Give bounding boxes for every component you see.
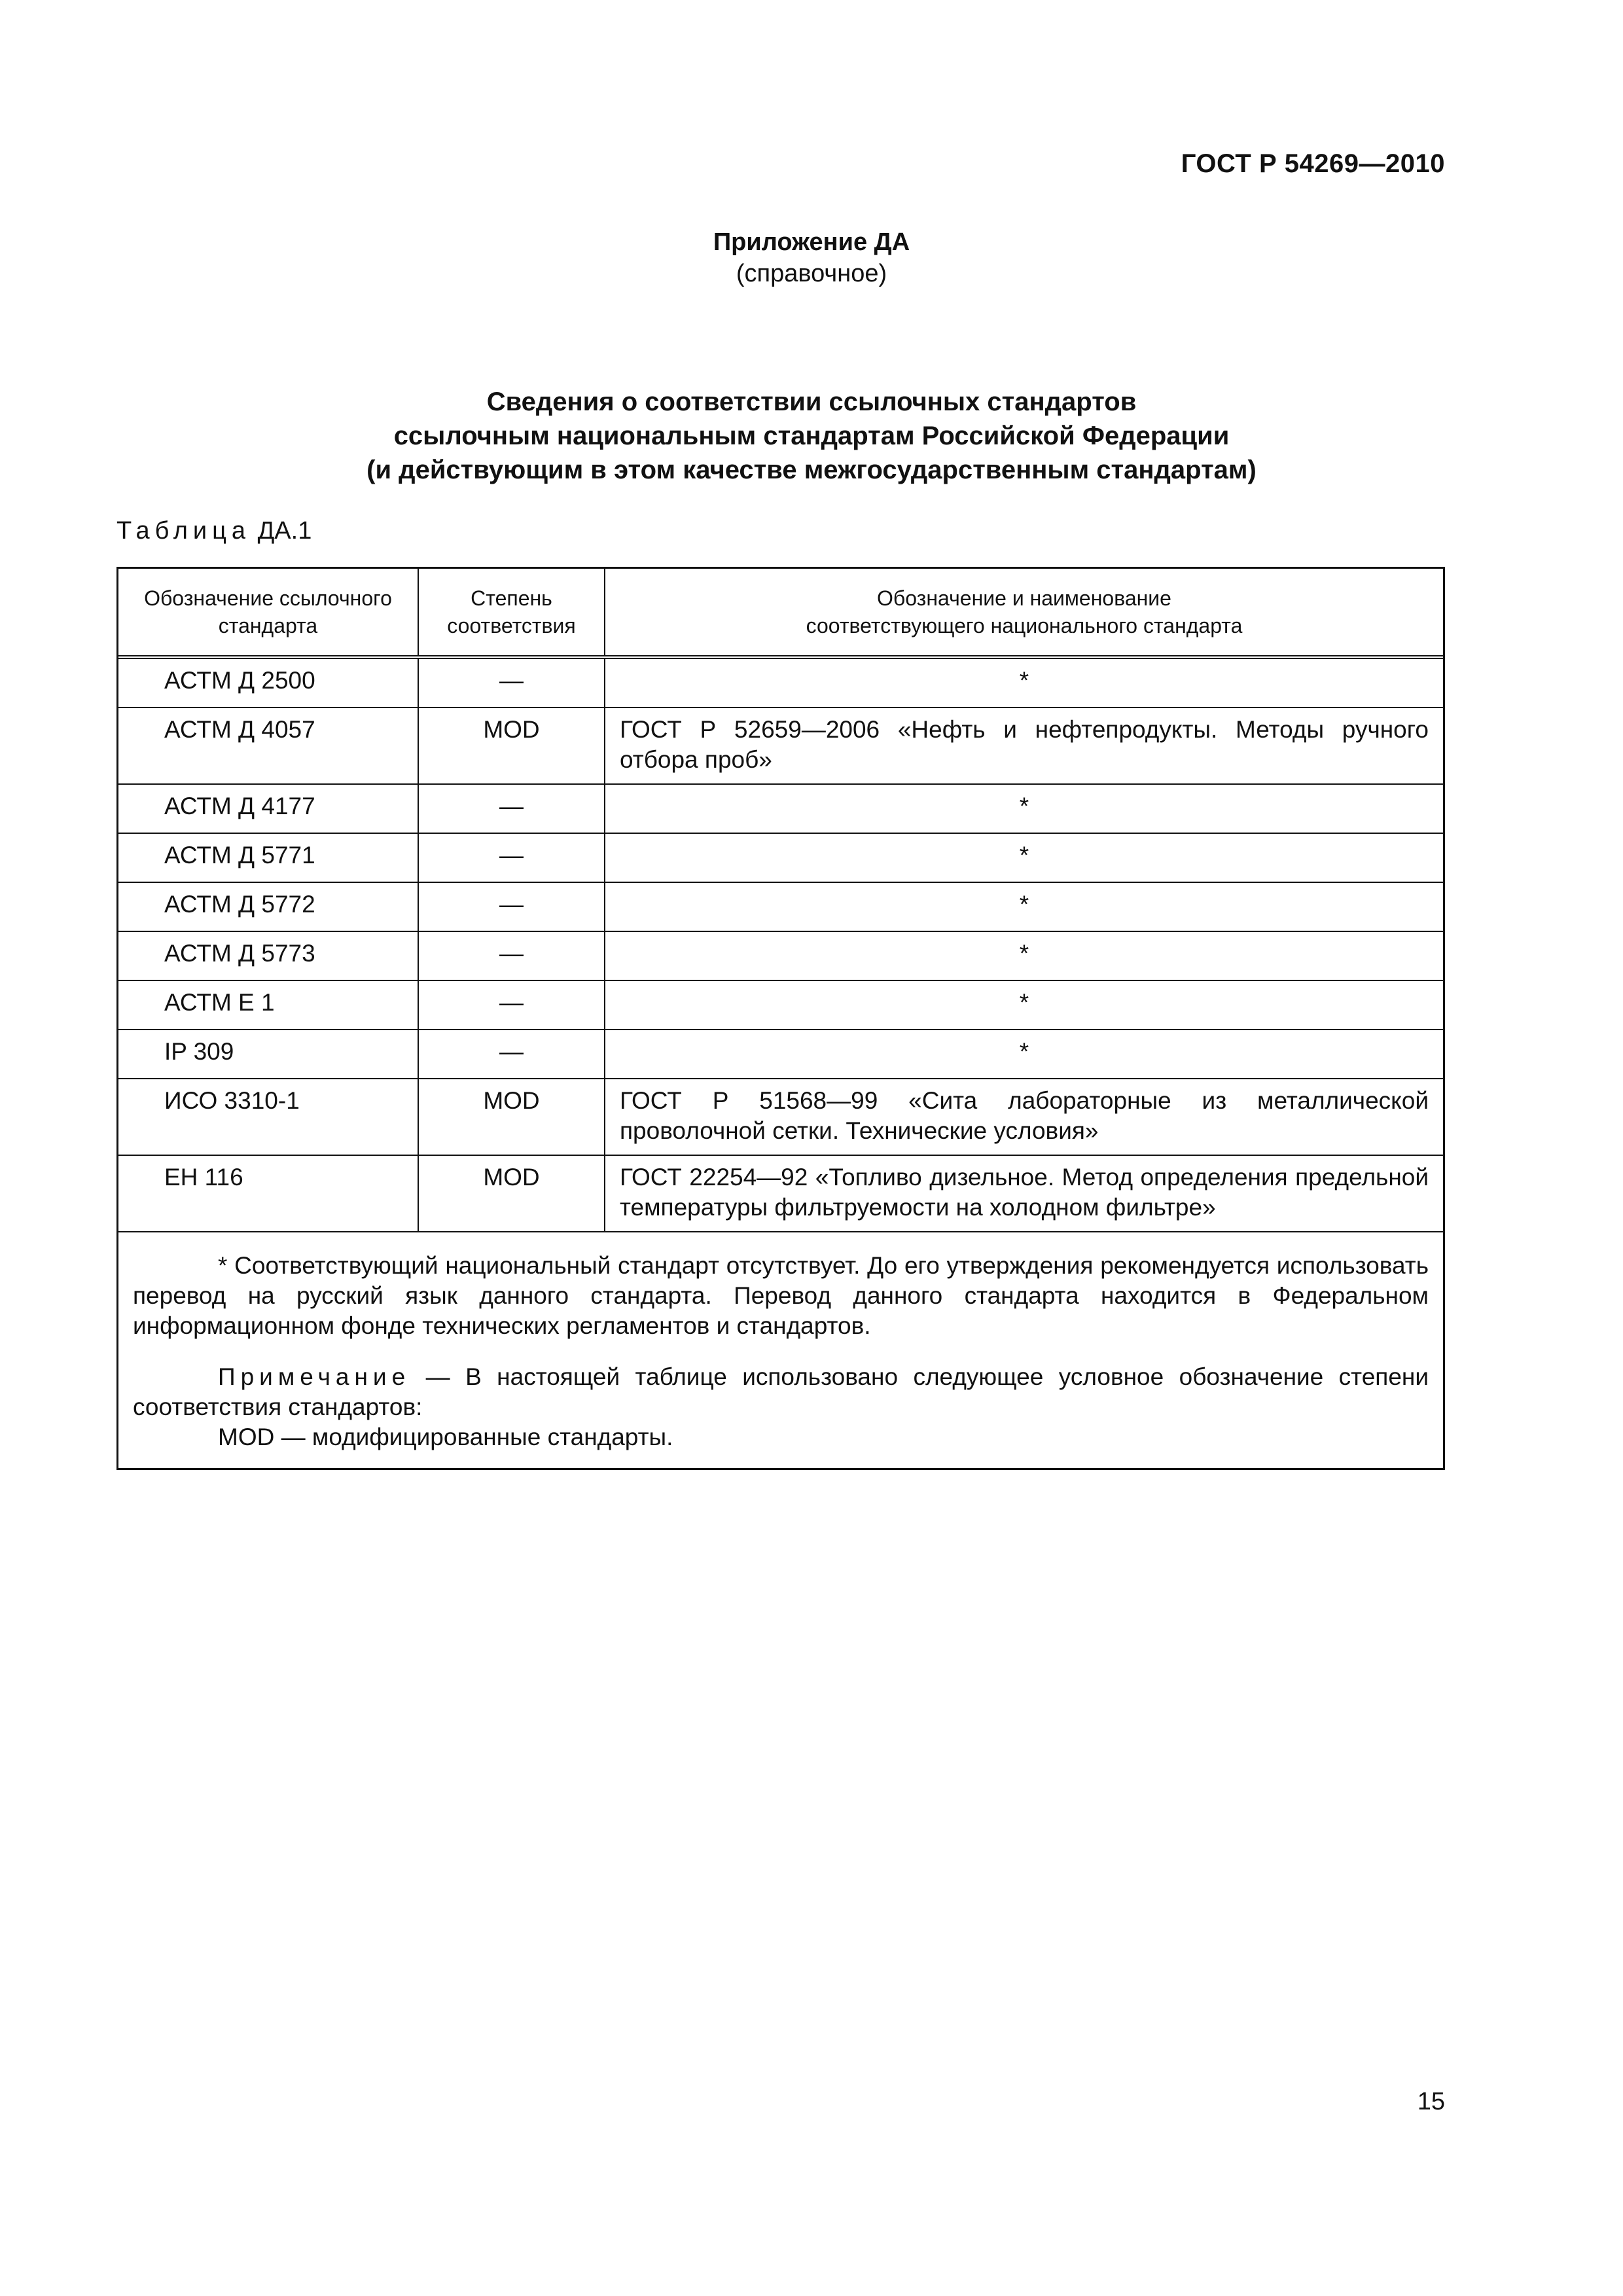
header-ref-line-1: Обозначение ссылочного: [144, 586, 392, 610]
header-degree-line-2: соответствия: [447, 614, 576, 637]
appendix-block: [0, 226, 1623, 289]
table-row: [118, 1079, 1443, 1156]
heading-line-3: (и действующим в этом качестве межгосударственным стандартам): [366, 456, 1257, 484]
header-ref-line-2: стандарта: [218, 614, 318, 637]
note-mod-line: MOD — модифицированные стандарты.: [218, 1424, 673, 1450]
national-standard-cell: *: [1019, 842, 1029, 869]
header-national-line-1: Обозначение и наименование: [877, 586, 1171, 610]
degree-cell: MOD: [419, 1079, 605, 1155]
ref-standard-cell: АСТМ Д 2500: [118, 659, 419, 707]
heading-line-2: ссылочным национальным стандартам Российской Федерации: [393, 422, 1230, 450]
national-standard-cell: *: [1019, 667, 1029, 694]
ref-standard-cell: ИСО 3310-1: [118, 1079, 419, 1155]
national-standard-cell: *: [1019, 989, 1029, 1016]
degree-cell: —: [419, 834, 605, 882]
degree-cell: —: [419, 883, 605, 931]
ref-standard-cell: АСТМ Д 5772: [118, 883, 419, 931]
table-notes: [118, 1232, 1443, 1468]
note-word: Примечание: [218, 1363, 411, 1390]
header-national-line-2: соответствующего национального стандарта: [806, 614, 1243, 637]
table-row: [118, 708, 1443, 785]
ref-standard-cell: ЕН 116: [118, 1156, 419, 1231]
degree-cell: —: [419, 1030, 605, 1078]
ref-standard-cell: АСТМ Д 4057: [118, 708, 419, 783]
table-row: [118, 834, 1443, 883]
footnote: * Соответствующий национальный стандарт отсутствует. До его утверждения рекомендуется использовать перевод на русский язык данного стандарта. Перевод данного стандарта находится в Федеральном информационном фонде технических регламентов и стандартов.: [133, 1252, 1429, 1339]
degree-cell: —: [419, 932, 605, 980]
degree-cell: MOD: [419, 1156, 605, 1231]
table-row: [118, 932, 1443, 981]
table-row: [118, 981, 1443, 1030]
national-standard-cell: ГОСТ 22254—92 «Топливо дизельное. Метод определения предельной температуры фильтруемости на холодном фильтре»: [620, 1164, 1429, 1221]
ref-standard-cell: АСТМ Д 5773: [118, 932, 419, 980]
note-paragraph: [133, 1362, 1429, 1422]
document-code: ГОСТ Р 54269—2010: [1181, 149, 1445, 178]
table-row: [118, 659, 1443, 708]
national-standard-cell: ГОСТ Р 52659—2006 «Нефть и нефтепродукты. Методы ручного отбора проб»: [620, 716, 1429, 773]
correspondence-table: [116, 567, 1445, 1470]
note-text: — В настоящей таблице использовано следующее условное обозначение степени соответствия стандартов:: [133, 1363, 1429, 1420]
table-row: [118, 785, 1443, 834]
national-standard-cell: *: [1019, 1038, 1029, 1065]
table-notes-row: [118, 1232, 1443, 1468]
header-degree: [419, 569, 605, 655]
degree-cell: —: [419, 981, 605, 1029]
national-standard-cell: *: [1019, 891, 1029, 918]
degree-cell: —: [419, 659, 605, 707]
ref-standard-cell: АСТМ Е 1: [118, 981, 419, 1029]
ref-standard-cell: IP 309: [118, 1030, 419, 1078]
heading-line-1: Сведения о соответствии ссылочных стандартов: [486, 387, 1137, 416]
degree-cell: —: [419, 785, 605, 833]
national-standard-cell: ГОСТ Р 51568—99 «Сита лабораторные из металлической проволочной сетки. Технические условия»: [620, 1087, 1429, 1144]
table-row: [118, 883, 1443, 932]
table-caption-word: Таблица: [116, 517, 251, 545]
header-ref-standard: [118, 569, 419, 655]
header-degree-line-1: Степень: [471, 586, 552, 610]
ref-standard-cell: АСТМ Д 4177: [118, 785, 419, 833]
page-number: 15: [1417, 2088, 1445, 2115]
table-row: [118, 1030, 1443, 1079]
appendix-subtitle: (справочное): [736, 260, 887, 287]
national-standard-cell: *: [1019, 793, 1029, 819]
ref-standard-cell: АСТМ Д 5771: [118, 834, 419, 882]
table-caption: [116, 517, 312, 545]
table-caption-number: ДА.1: [257, 517, 312, 545]
section-heading: [0, 385, 1623, 487]
appendix-title: Приложение ДА: [713, 228, 910, 256]
header-national-standard: [605, 569, 1443, 655]
table-header-row: [118, 569, 1443, 659]
national-standard-cell: *: [1019, 940, 1029, 967]
degree-cell: MOD: [419, 708, 605, 783]
table-row: [118, 1156, 1443, 1232]
